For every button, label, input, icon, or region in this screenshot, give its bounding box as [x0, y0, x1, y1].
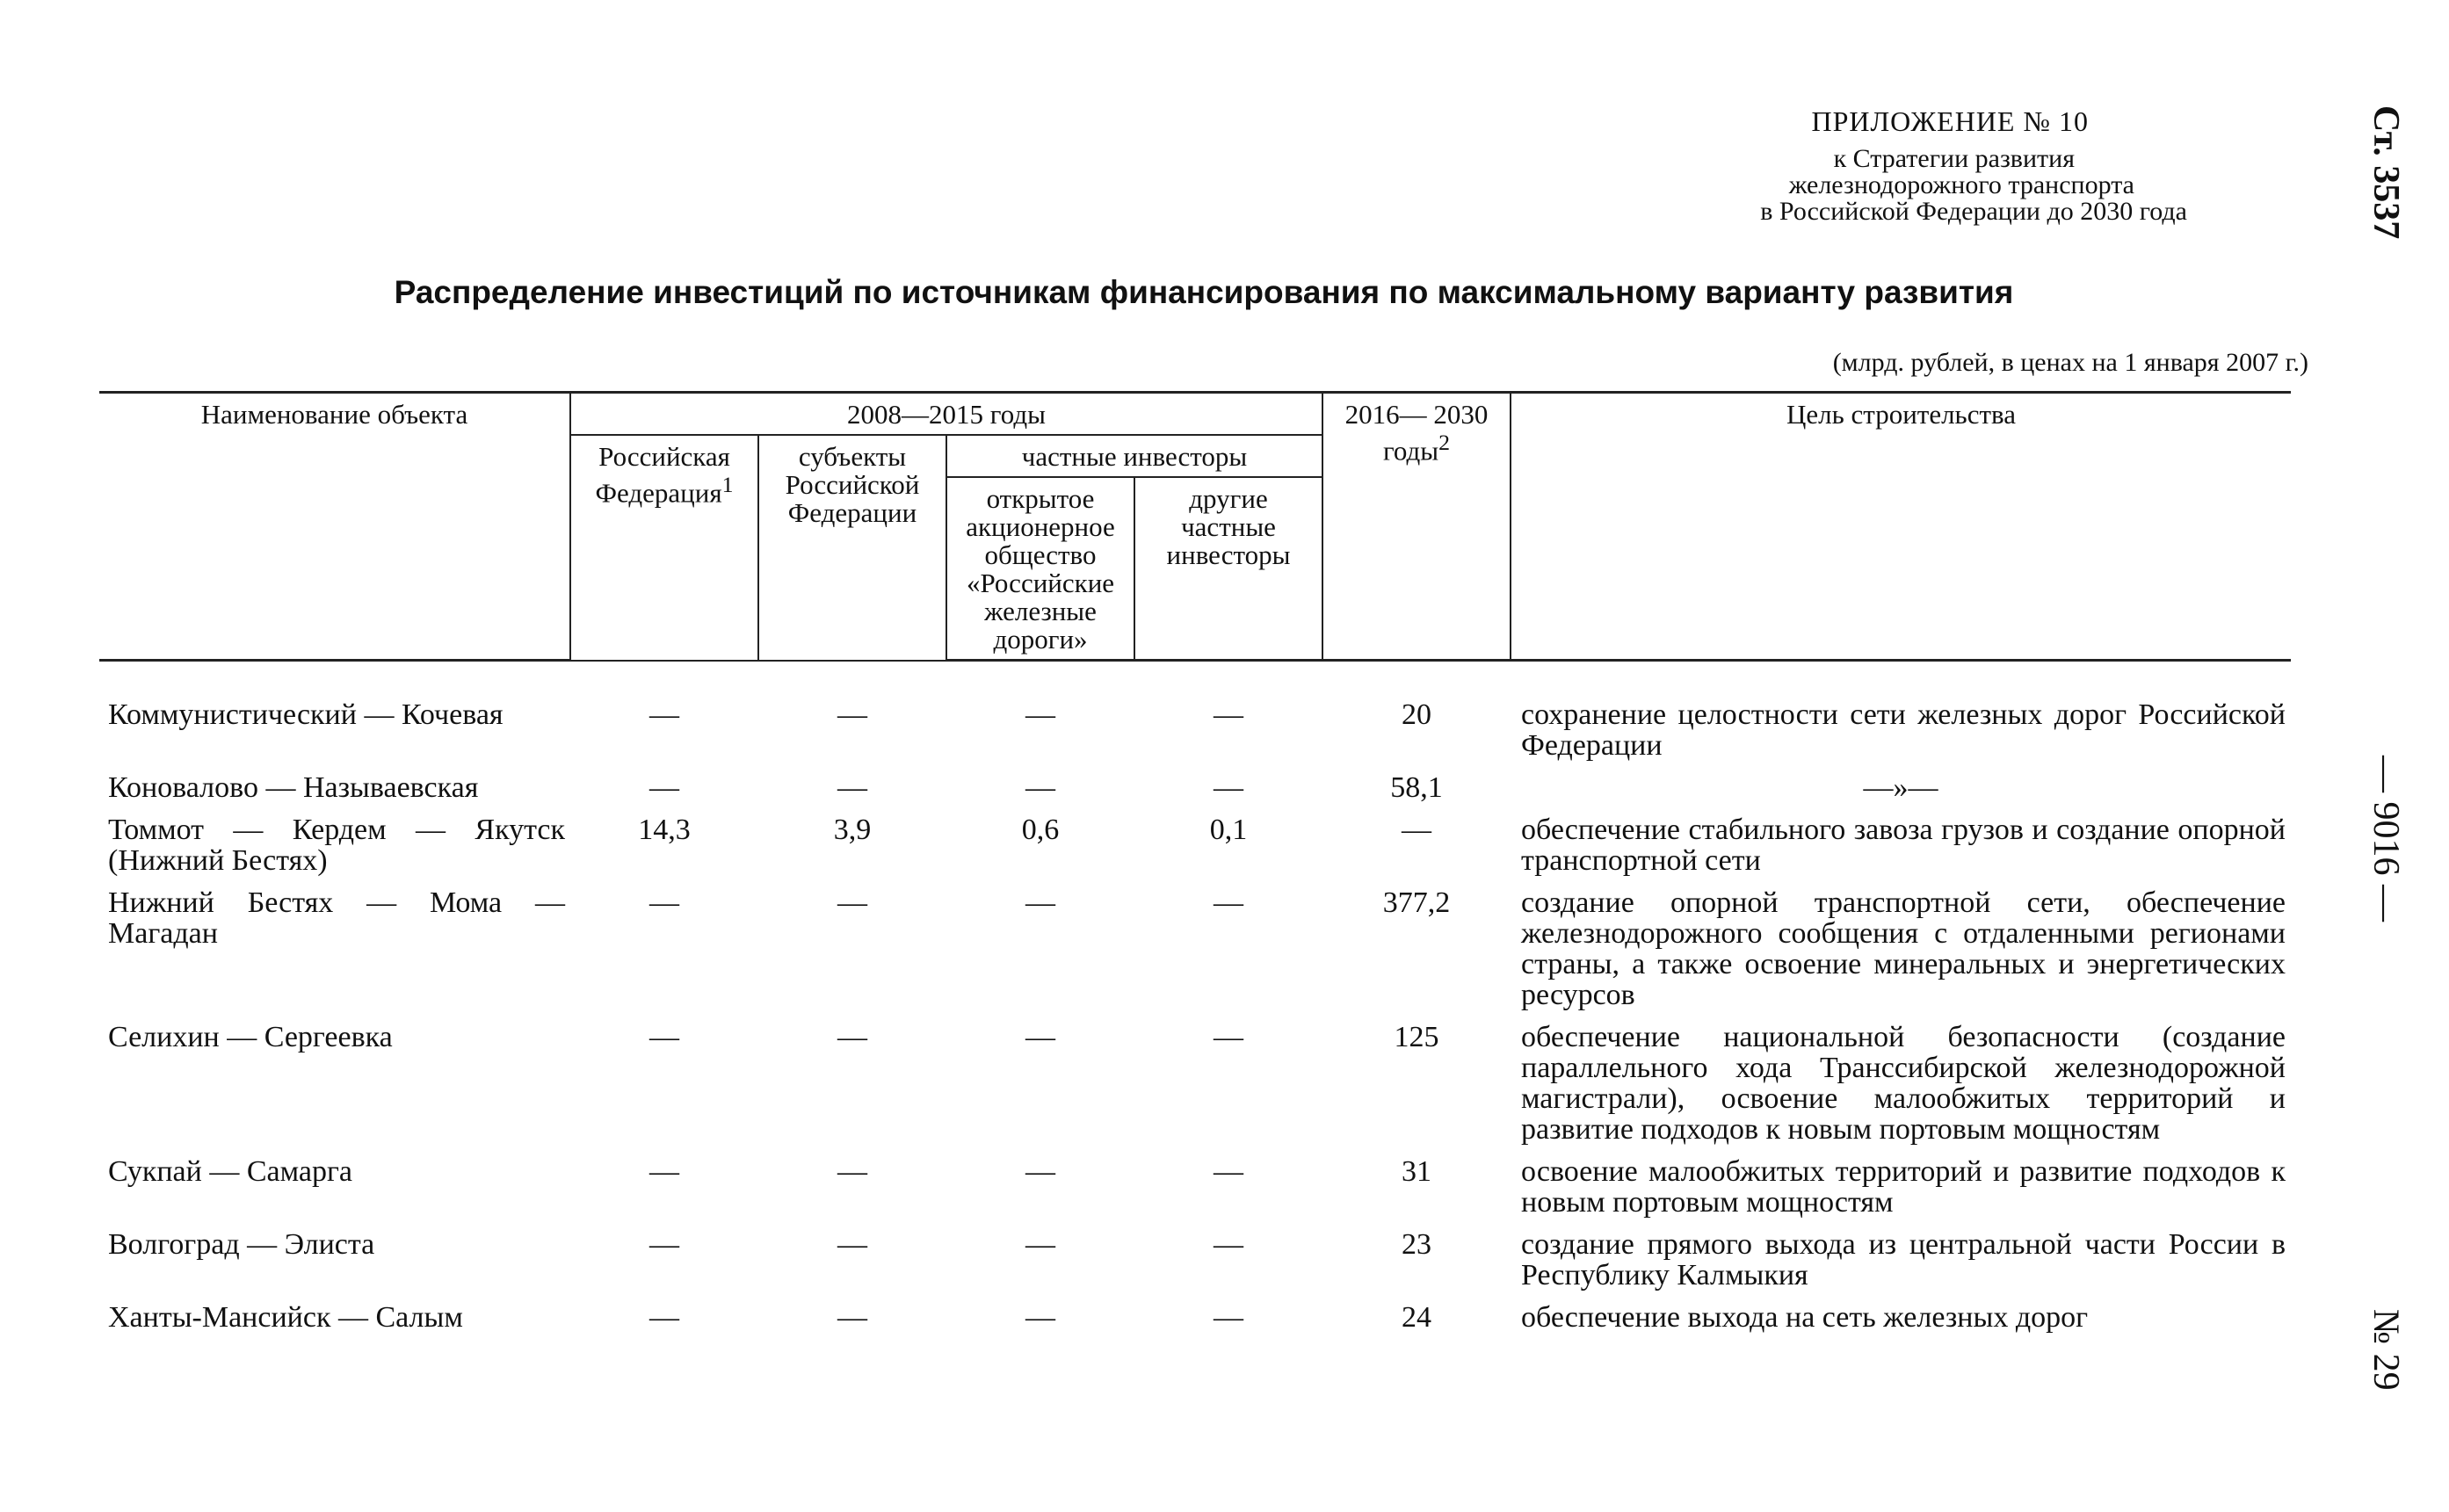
- appendix-line: в Российской Федерации до 2030 года: [1760, 197, 2187, 226]
- header-other: другие частные инвесторы: [1134, 477, 1322, 661]
- cell-period2: 58,1: [1390, 771, 1443, 804]
- cell-rzd: —: [1025, 886, 1055, 919]
- appendix-line: к Стратегии развития: [1833, 144, 2075, 173]
- cell-subjects: 3,9: [833, 814, 872, 846]
- appendix-line: железнодорожного транспорта: [1788, 170, 2134, 199]
- cell-rf: —: [649, 1228, 679, 1261]
- appendix-title: ПРИЛОЖЕНИЕ № 10: [1811, 105, 2089, 137]
- cell-rzd: —: [1025, 1228, 1055, 1261]
- header-private: частные инвесторы: [946, 435, 1322, 477]
- cell-other-investors: 0,1: [1209, 814, 1248, 846]
- page-number: — 9016 —: [2366, 756, 2406, 922]
- cell-goal: сохранение целостности сети железных дорог Российской Федерации: [1521, 698, 2286, 762]
- cell-object-name: Нижний Бестях — Мома — Магадан: [108, 886, 565, 950]
- header-goal: Цель строительства: [1511, 393, 2291, 661]
- table-header: [99, 393, 2291, 661]
- cell-period2: —: [1402, 814, 1431, 846]
- cell-rf: —: [649, 698, 679, 731]
- table-row: [99, 1022, 2291, 1156]
- table-row: [99, 1229, 2291, 1302]
- document-title: Распределение инвестиций по источникам финансирования по максимальному варианту развития: [394, 274, 2014, 310]
- cell-rzd: 0,6: [1021, 814, 1060, 846]
- cell-rzd: —: [1025, 1301, 1055, 1334]
- cell-object-name: Коммунистический — Кочевая: [108, 698, 504, 731]
- cell-subjects: —: [837, 1301, 867, 1334]
- cell-other-investors: —: [1214, 1021, 1243, 1053]
- cell-goal: обеспечение национальной безопасности (создание параллельного хода Транссибирской железнодорожной магистрали), освоение малообжитых территорий и развитие подходов к новым портовым мощностям: [1521, 1021, 2286, 1146]
- header-object: Наименование объекта: [99, 393, 570, 661]
- appendix-block: [1396, 104, 2187, 225]
- units-note: (млрд. рублей, в ценах на 1 января 2007 г.): [1832, 348, 2308, 377]
- cell-subjects: —: [837, 771, 867, 804]
- cell-goal: обеспечение стабильного завоза грузов и создание опорной транспортной сети: [1521, 814, 2286, 877]
- cell-period2: 377,2: [1382, 886, 1451, 919]
- cell-rf: —: [649, 1021, 679, 1053]
- header-period2: 2016— 2030 годы$^2$: [1322, 393, 1511, 661]
- cell-rf: —: [649, 1301, 679, 1334]
- cell-rzd: —: [1025, 771, 1055, 804]
- cell-period2: 125: [1394, 1021, 1439, 1053]
- cell-object-name: Сукпай — Самарга: [108, 1155, 353, 1188]
- header-rf: Российская Федерация$^1$: [570, 435, 758, 661]
- cell-object-name: Селихин — Сергеевка: [108, 1021, 393, 1053]
- cell-period2: 31: [1402, 1155, 1431, 1188]
- table-body: [99, 661, 2291, 1345]
- issue-number: № 29: [2366, 1309, 2406, 1391]
- cell-object-name: Волгоград — Элиста: [108, 1228, 375, 1261]
- cell-rf: 14,3: [638, 814, 691, 846]
- table-row: [99, 1302, 2291, 1344]
- cell-rzd: —: [1025, 1155, 1055, 1188]
- cell-object-name: Томмот — Кердем — Якутск (Нижний Бестях): [108, 814, 565, 877]
- cell-goal: обеспечение выхода на сеть железных дорог: [1521, 1301, 2089, 1334]
- cell-goal: создание прямого выхода из центральной части России в Республику Калмыкия: [1521, 1228, 2286, 1291]
- table-row: [99, 814, 2291, 887]
- cell-goal: —»—: [1863, 771, 1938, 804]
- cell-goal: освоение малообжитых территорий и развитие подходов к новым портовым мощностям: [1521, 1155, 2286, 1219]
- cell-period2: 23: [1402, 1228, 1431, 1261]
- table-row: [99, 887, 2291, 1022]
- cell-period2: 20: [1402, 698, 1431, 731]
- cell-rf: —: [649, 771, 679, 804]
- header-period1: 2008—2015 годы: [570, 393, 1322, 436]
- cell-other-investors: —: [1214, 1228, 1243, 1261]
- cell-subjects: —: [837, 1155, 867, 1188]
- cell-rzd: —: [1025, 1021, 1055, 1053]
- cell-other-investors: —: [1214, 698, 1243, 731]
- page-article-number: Ст. 3537: [2366, 105, 2406, 240]
- appendix-subtitle: [1396, 146, 2187, 225]
- cell-rf: —: [649, 886, 679, 919]
- cell-other-investors: —: [1214, 1155, 1243, 1188]
- cell-object-name: Ханты-Мансийск — Салым: [108, 1301, 463, 1334]
- table-row: [99, 1156, 2291, 1229]
- cell-period2: 24: [1402, 1301, 1431, 1334]
- cell-other-investors: —: [1214, 1301, 1243, 1334]
- table-row: [99, 772, 2291, 814]
- cell-subjects: —: [837, 698, 867, 731]
- header-subjects: субъекты Российской Федерации: [758, 435, 946, 661]
- cell-subjects: —: [837, 1228, 867, 1261]
- cell-rf: —: [649, 1155, 679, 1188]
- table-row: [99, 699, 2291, 772]
- cell-subjects: —: [837, 1021, 867, 1053]
- cell-other-investors: —: [1214, 771, 1243, 804]
- investment-table: [99, 391, 2291, 1344]
- cell-goal: создание опорной транспортной сети, обеспечение железнодорожного сообщения с отдаленными регионами страны, а также освоение минеральных и энергетических ресурсов: [1521, 886, 2286, 1011]
- cell-other-investors: —: [1214, 886, 1243, 919]
- header-rzd: открытое акционерное общество «Российские железные дороги»: [946, 477, 1134, 661]
- cell-rzd: —: [1025, 698, 1055, 731]
- cell-subjects: —: [837, 886, 867, 919]
- cell-object-name: Коновалово — Называевская: [108, 771, 479, 804]
